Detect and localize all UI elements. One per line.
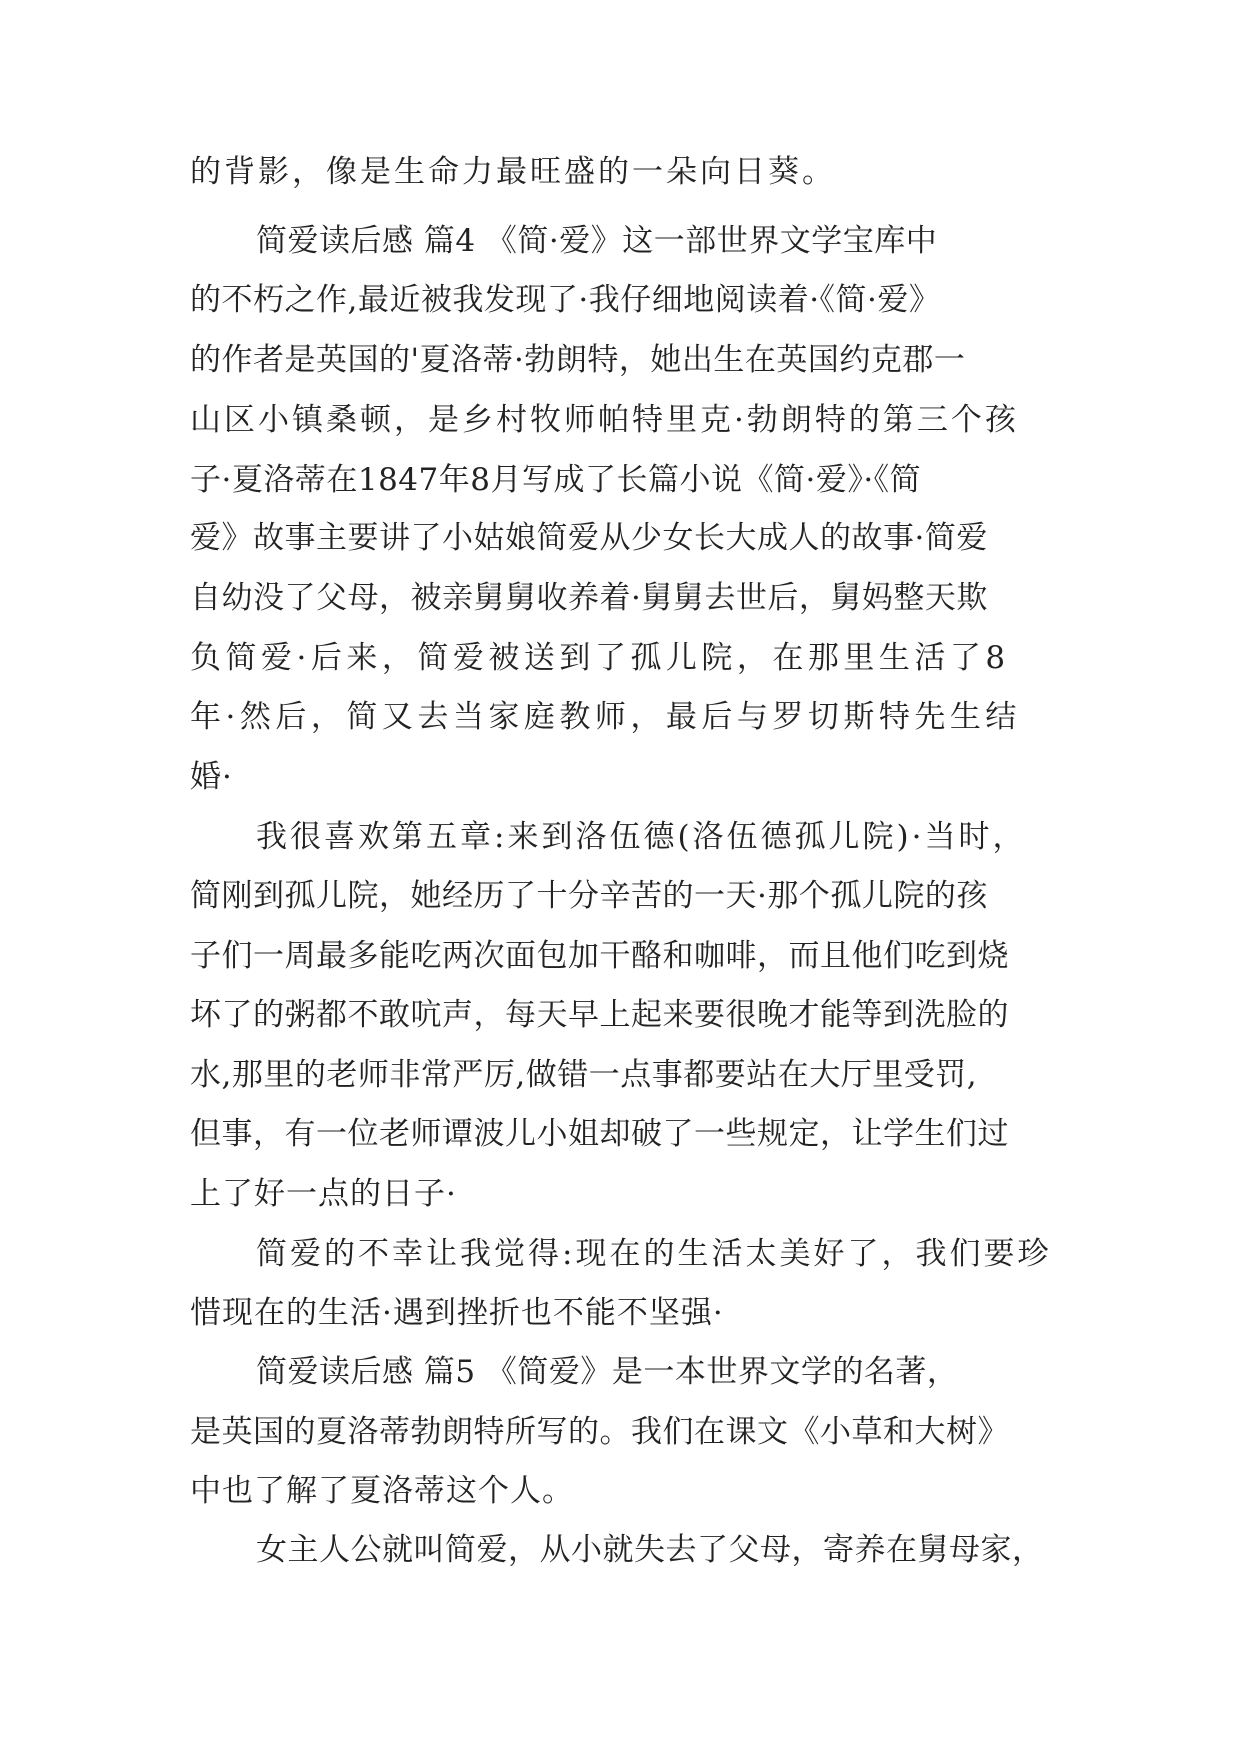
text-line: 坏了的粥都不敢吭声，每天早上起来要很晚才能等到洗脸的 xyxy=(190,997,1009,1033)
text-line: 子·夏洛蒂在1847年8月写成了长篇小说《简·爱》·《简 xyxy=(190,462,922,498)
text-line: 自幼没了父母，被亲舅舅收养着·舅舅去世后，舅妈整天欺 xyxy=(190,580,988,616)
text-line: 简刚到孤儿院，她经历了十分辛苦的一天·那个孤儿院的孩 xyxy=(190,878,988,914)
text-line: 水,那里的老师非常严厉,做错一点事都要站在大厅里受罚, xyxy=(190,1057,978,1093)
text-line: 爱》故事主要讲了小姑娘简爱从少女长大成人的故事·简爱 xyxy=(190,520,988,556)
text-line: 婚· xyxy=(190,759,233,795)
text-line: 负简爱·后来，简爱被送到了孤儿院，在那里生活了8 xyxy=(190,640,1010,676)
text-line: 的背影，像是生命力最旺盛的一朵向日葵。 xyxy=(190,154,836,190)
text-line: 惜现在的生活·遇到挫折也不能不坚强· xyxy=(190,1295,724,1331)
paragraph-start-line: 我很喜欢第五章:来到洛伍德(洛伍德孤儿院)·当时， xyxy=(256,819,1027,855)
paragraph-start-line: 女主人公就叫简爱，从小就失去了父母，寄养在舅母家， xyxy=(256,1532,1044,1568)
text-line: 的作者是英国的'夏洛蒂·勃朗特，她出生在英国约克郡一 xyxy=(190,342,966,378)
text-line: 上了好一点的日子· xyxy=(190,1176,457,1212)
text-line: 子们一周最多能吃两次面包加干酪和咖啡，而且他们吃到烧 xyxy=(190,938,1009,974)
paragraph-start-line: 简爱的不幸让我觉得:现在的生活太美好了，我们要珍 xyxy=(256,1236,1052,1272)
text-line: 中也了解了夏洛蒂这个人。 xyxy=(190,1473,574,1509)
text-line: 的不朽之作,最近被我发现了·我仔细地阅读着·《简·爱》 xyxy=(190,282,941,318)
text-line: 但事，有一位老师谭波儿小姐却破了一些规定，让学生们过 xyxy=(190,1116,1009,1152)
section-heading-line: 简爱读后感 篇4 《简·爱》这一部世界文学宝库中 xyxy=(256,223,938,259)
section-heading-line: 简爱读后感 篇5 《简爱》是一本世界文学的名著， xyxy=(256,1354,959,1390)
text-line: 是英国的夏洛蒂勃朗特所写的。我们在课文《小草和大树》 xyxy=(190,1414,1009,1450)
text-line: 年·然后，简又去当家庭教师，最后与罗切斯特先生结 xyxy=(190,699,1021,735)
text-line: 山区小镇桑顿，是乡村牧师帕特里克·勃朗特的第三个孩 xyxy=(190,402,1019,438)
